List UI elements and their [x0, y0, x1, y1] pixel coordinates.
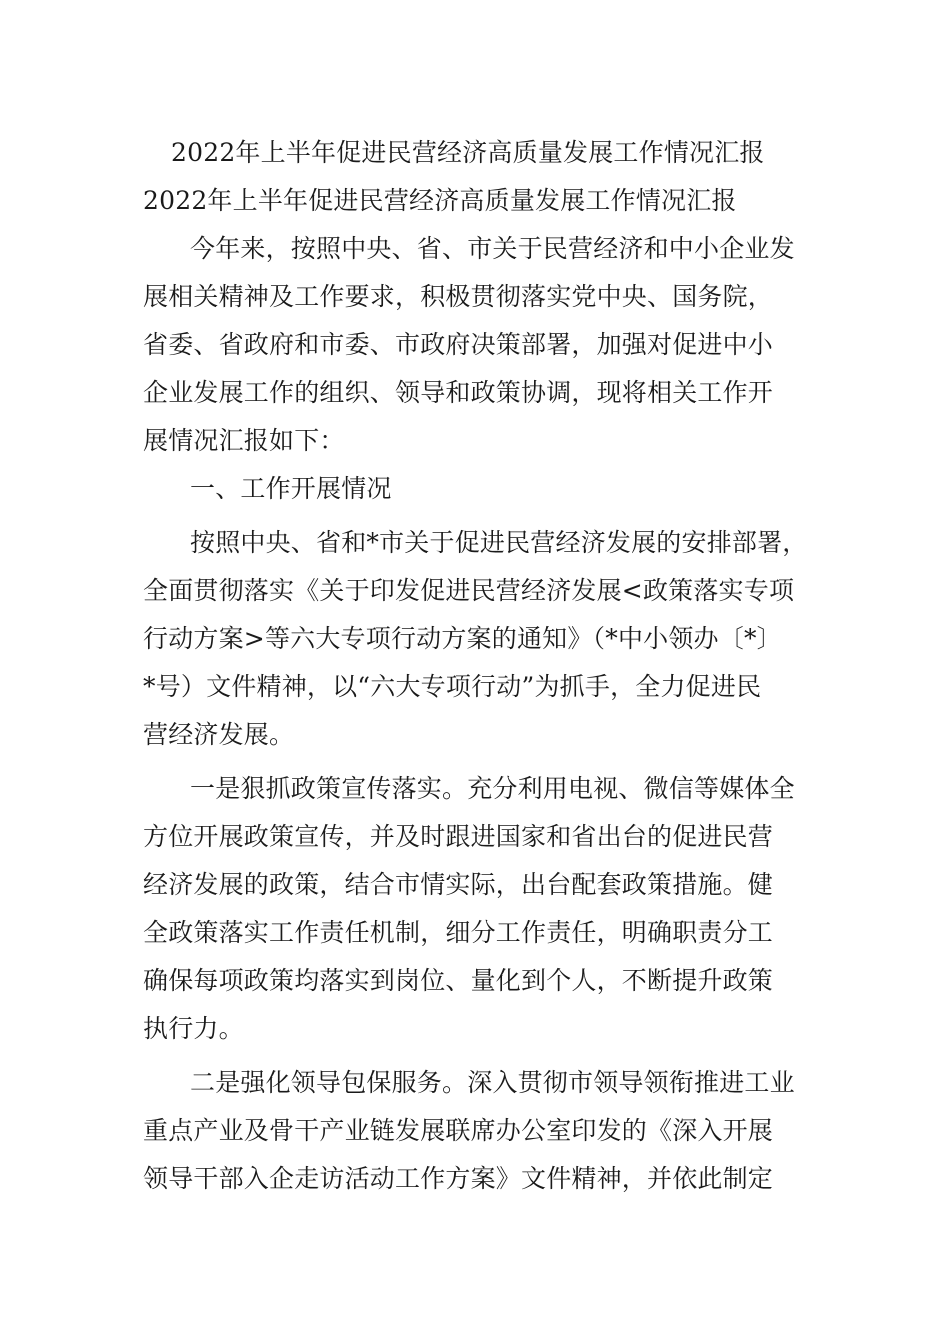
paragraph-line: 经济发展的政策，结合市情实际，出台配套政策措施。健	[143, 870, 774, 899]
document-title: 2022年上半年促进民营经济高质量发展工作情况汇报	[171, 138, 765, 167]
paragraph-line: 营经济发展。	[143, 720, 295, 749]
document-subtitle: 2022年上半年促进民营经济高质量发展工作情况汇报	[143, 186, 737, 215]
paragraph-line: 按照中央、省和*市关于促进民营经济发展的安排部署，	[190, 528, 808, 557]
paragraph-line: 二是强化领导包保服务。深入贯彻市领导领衔推进工业	[190, 1068, 795, 1097]
paragraph-line: 全面贯彻落实《关于印发促进民营经济发展<政策落实专项	[143, 576, 795, 605]
paragraph-line: 方位开展政策宣传，并及时跟进国家和省出台的促进民营	[143, 822, 774, 851]
paragraph-line: 执行力。	[143, 1014, 244, 1043]
paragraph-line: 一是狠抓政策宣传落实。充分利用电视、微信等媒体全	[190, 774, 795, 803]
paragraph-line: 展情况汇报如下：	[143, 426, 345, 455]
paragraph-line: 企业发展工作的组织、领导和政策协调，现将相关工作开	[143, 378, 774, 407]
paragraph-line: 行动方案>等六大专项行动方案的通知》（*中小领办〔*〕	[143, 624, 782, 653]
paragraph-line: 确保每项政策均落实到岗位、量化到个人，不断提升政策	[143, 966, 774, 995]
section-heading: 一、工作开展情况	[190, 474, 392, 503]
paragraph-line: *号）文件精神，以“六大专项行动”为抓手，全力促进民	[143, 672, 762, 701]
paragraph-line: 全政策落实工作责任机制，细分工作责任，明确职责分工	[143, 918, 774, 947]
paragraph-line: 展相关精神及工作要求，积极贯彻落实党中央、国务院，	[143, 282, 774, 311]
paragraph-line: 今年来，按照中央、省、市关于民营经济和中小企业发	[190, 234, 795, 263]
paragraph-line: 重点产业及骨干产业链发展联席办公室印发的《深入开展	[143, 1116, 774, 1145]
paragraph-line: 领导干部入企走访活动工作方案》文件精神，并依此制定	[143, 1164, 774, 1193]
paragraph-line: 省委、省政府和市委、市政府决策部署，加强对促进中小	[143, 330, 774, 359]
